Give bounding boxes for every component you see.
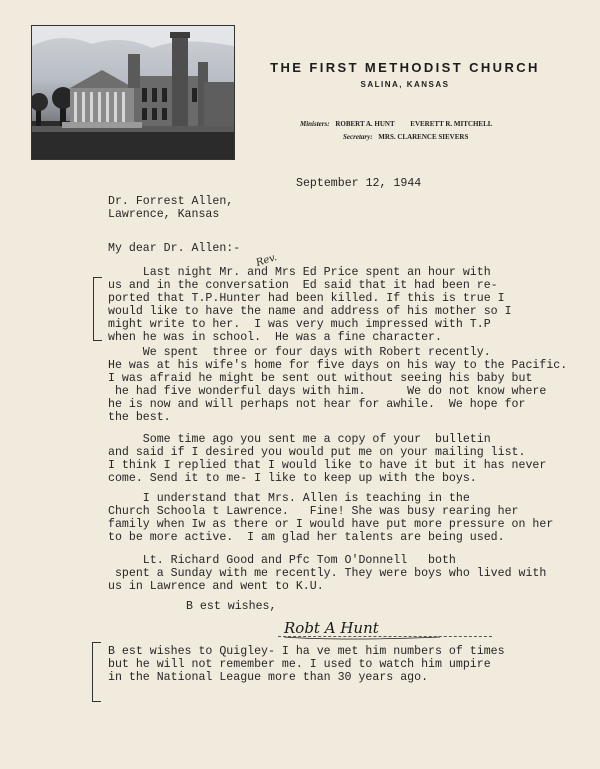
ministers-label: Ministers: (300, 120, 330, 128)
signature-text: Robt A Hunt (284, 619, 379, 637)
church-name: THE FIRST METHODIST CHURCH (270, 60, 540, 75)
recipient-name: Dr. Forrest Allen, (108, 195, 234, 208)
paragraph-line: ported that T.P.Hunter had been killed. If this is true I (108, 292, 505, 305)
paragraph-line: might write to her. I was very much impressed with T.P (108, 318, 491, 331)
salutation: My dear Dr. Allen:- (108, 242, 241, 255)
paragraph-line: would like to have the name and address of his mother so I (108, 305, 512, 318)
ministers-line (300, 120, 492, 128)
paragraph-line: I think I replied that I would like to have it but it has never (108, 459, 547, 472)
margin-bracket-1 (93, 277, 102, 341)
paragraph-line: family when Iw as there or I would have put more pressure on her (108, 518, 554, 531)
margin-bracket-2 (92, 642, 101, 702)
paragraph-line: He was at his wife's home for five days on his way to the Pacific. (108, 359, 568, 372)
paragraph-line: spent a Sunday with me recently. They were boys who lived with (108, 567, 547, 580)
paragraph-line: us in Lawrence and went to K.U. (108, 580, 324, 593)
paragraph-line: I was afraid he might be sent out without seeing his baby but (108, 372, 533, 385)
postscript-line: in the National League more than 30 years ago. (108, 671, 429, 684)
paragraph-line: to be more active. I am glad her talents are being used. (108, 531, 505, 544)
letter-date: September 12, 1944 (296, 177, 422, 190)
signature (282, 615, 442, 641)
closing: B est wishes, (186, 600, 277, 613)
paragraph-line: and said if I desired you would put me on your mailing list. (108, 446, 526, 459)
church-building-image (32, 26, 234, 159)
church-photo (31, 25, 235, 160)
minister-1: ROBERT A. HUNT (335, 120, 395, 128)
paragraph-line: us and in the conversation Ed said that it had been re- (108, 279, 498, 292)
handwritten-insert: Rev. (254, 252, 279, 269)
paragraph-line: Church Schoola t Lawrence. Fine! She was busy rearing her (108, 505, 519, 518)
church-city: SALINA, KANSAS (360, 80, 450, 89)
paragraph-line: he is now and will perhaps not hear for awhile. We hope for (108, 398, 526, 411)
minister-2: EVERETT R. MITCHELL (410, 120, 493, 128)
paragraph-line: he had five wonderful days with him. We do not know where (108, 385, 547, 398)
recipient-city: Lawrence, Kansas (108, 208, 220, 221)
paragraph-line: come. Send it to me- I like to keep up with the boys. (108, 472, 477, 485)
paragraph-line: when he was in school. He was a fine character. (108, 331, 442, 344)
paragraph-line: We spent three or four days with Robert recently. (108, 346, 491, 359)
paragraph-line: Lt. Richard Good and Pfc Tom O'Donnell both (108, 554, 456, 567)
signature-line (278, 636, 492, 637)
paragraph-line: Some time ago you sent me a copy of your bulletin (108, 433, 491, 446)
paragraph-line: Last night Mr. and Mrs Ed Price spent an hour with (108, 266, 491, 279)
paragraph-line: I understand that Mrs. Allen is teaching in the (108, 492, 470, 505)
secretary-name: MRS. CLARENCE SIEVERS (378, 133, 469, 141)
paragraph-line: the best. (108, 411, 171, 424)
secretary-label: Secretary: (343, 133, 373, 141)
postscript-line: B est wishes to Quigley- I ha ve met him numbers of times (108, 645, 505, 658)
postscript-line: but he will not remember me. I used to watch him umpire (108, 658, 491, 671)
secretary-line (343, 133, 468, 141)
